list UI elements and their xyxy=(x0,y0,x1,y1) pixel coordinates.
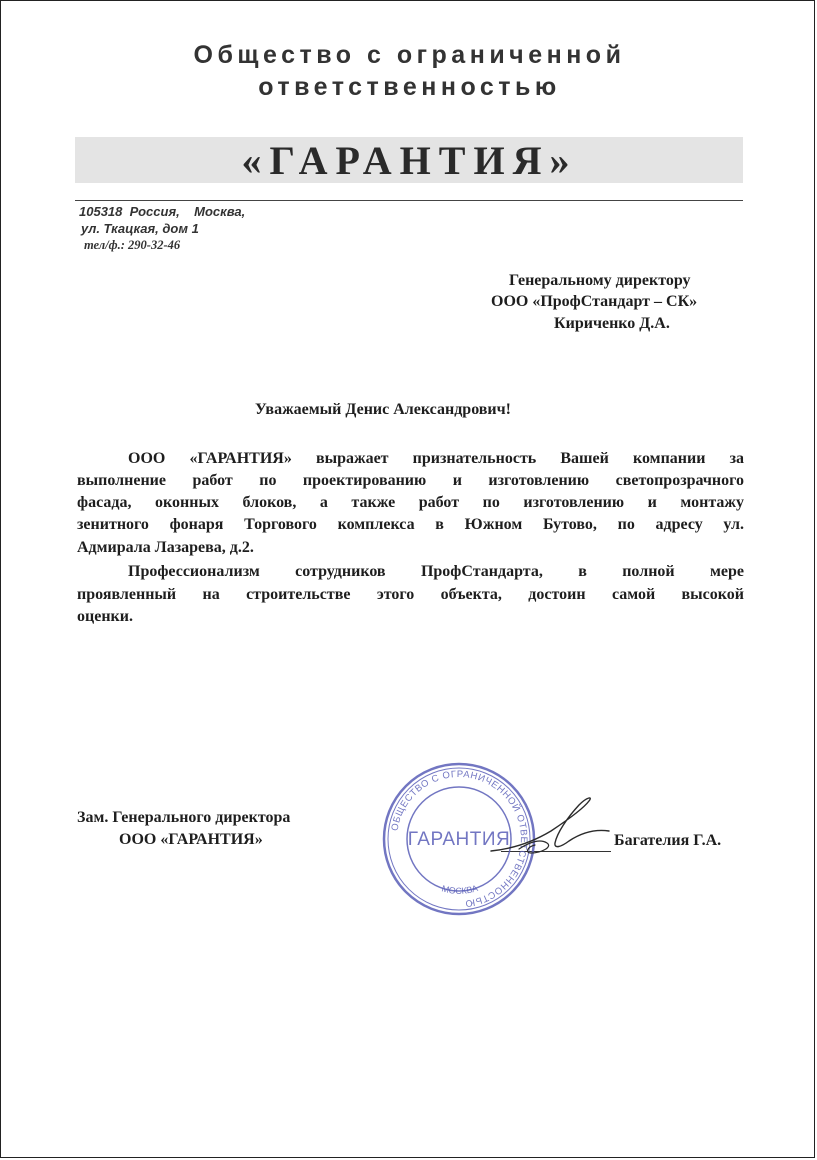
address-line-2: ул. Ткацкая, дом 1 xyxy=(81,221,199,236)
company-name: «ГАРАНТИЯ» xyxy=(241,138,578,183)
body-p2-line-1: Профессионализм сотрудников ПрофСтандарта, в полной мере xyxy=(128,563,744,580)
recipient-title: Генеральному директору xyxy=(509,272,691,289)
address-phone: тел/ф.: 290-32-46 xyxy=(84,238,181,252)
salutation: Уважаемый Денис Александрович! xyxy=(255,401,511,418)
seal-center-text: ГАРАНТИЯ xyxy=(407,829,511,850)
handwritten-signature xyxy=(471,791,621,871)
recipient-company: ООО «ПрофСтандарт – СК» xyxy=(491,293,698,310)
svg-text:МОСКВА xyxy=(441,883,479,896)
body-p1-line-5: Адмирала Лазарева, д.2. xyxy=(77,539,254,556)
seal-city-text: МОСКВА xyxy=(440,882,480,896)
address-line-1: 105318 Россия, Москва, xyxy=(79,204,246,219)
letterhead-divider xyxy=(75,200,743,201)
body-p2-line-3: оценки. xyxy=(77,608,133,625)
body-p1-line-2: выполнение работ по проектированию и изготовлению светопрозрачного xyxy=(77,472,744,489)
signer-title-line-2: ООО «ГАРАНТИЯ» xyxy=(119,831,263,848)
letterhead-org-line-1: Общество с ограниченной xyxy=(193,41,626,69)
letterhead-org-line-2: ответственностью xyxy=(258,73,561,101)
body-p2-line-2: проявленный на строительстве этого объекта, достоин самой высокой xyxy=(77,586,744,603)
body-p1-line-3: фасада, оконных блоков, а также работ по изготовлению и монтажу xyxy=(77,494,744,511)
signer-name: Багателия Г.А. xyxy=(614,832,722,849)
body-p1-line-4: зенитного фонаря Торгового комплекса в Южном Бутово, по адресу ул. xyxy=(77,516,744,533)
signer-title-line-1: Зам. Генерального директора xyxy=(77,809,291,826)
body-p1-line-1: ООО «ГАРАНТИЯ» выражает признательность Вашей компании за xyxy=(128,450,744,467)
seal-outer-text: ОБЩЕСТВО С ОГРАНИЧЕННОЙ ОТВЕТСТВЕННОСТЬЮ xyxy=(389,768,530,909)
recipient-name: Кириченко Д.А. xyxy=(554,315,670,332)
